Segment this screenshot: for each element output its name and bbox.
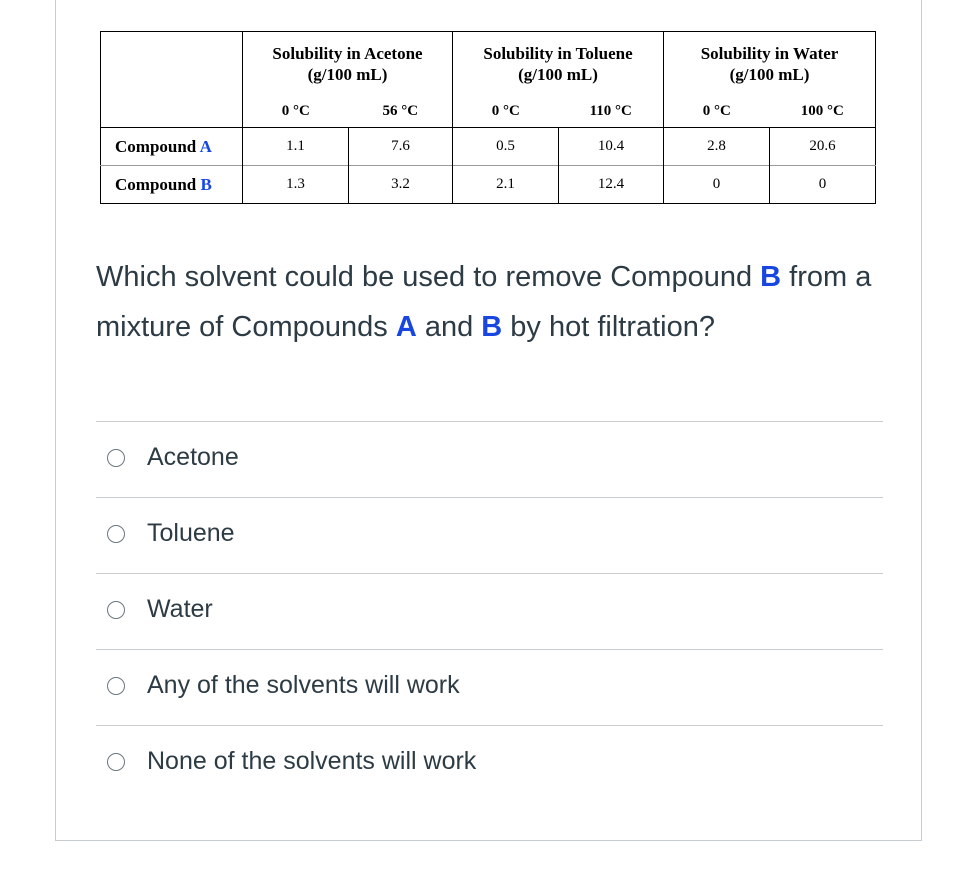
question-part: by hot filtration? (502, 311, 716, 343)
temp-cell: 0 °C (664, 96, 770, 128)
option-acetone[interactable] (96, 421, 883, 497)
option-water[interactable] (96, 573, 883, 649)
table-cell: 0.5 (453, 128, 559, 166)
radio-button[interactable] (107, 601, 125, 619)
option-label[interactable]: Toluene (147, 519, 235, 547)
option-toluene[interactable] (96, 497, 883, 573)
question-part: from a mixture of Compounds (96, 261, 872, 343)
question-text (96, 252, 896, 352)
highlight-b: B (760, 261, 782, 293)
radio-button[interactable] (107, 449, 125, 467)
empty-corner-cell (101, 32, 243, 128)
answer-options (96, 421, 883, 801)
temp-cell: 0 °C (243, 96, 349, 128)
table-cell: 2.1 (453, 166, 559, 204)
table-cell: 0 (770, 166, 876, 204)
option-label[interactable]: Acetone (147, 443, 239, 471)
table-cell: 1.3 (243, 166, 349, 204)
table-cell: 3.2 (349, 166, 453, 204)
option-label[interactable]: None of the solvents will work (147, 747, 477, 775)
option-label[interactable]: Any of the solvents will work (147, 671, 460, 699)
table-row (101, 166, 876, 204)
question-part: Which solvent could be used to remove Compound (96, 261, 761, 293)
header-title: Solubility in Acetone (272, 44, 423, 63)
radio-button[interactable] (107, 753, 125, 771)
acetone-header (243, 32, 453, 97)
header-title: Solubility in Water (700, 44, 839, 63)
table-cell: 7.6 (349, 128, 453, 166)
option-label[interactable]: Water (147, 595, 213, 623)
row-label (101, 128, 243, 166)
compound-word: Compound (115, 136, 197, 156)
table-cell: 2.8 (664, 128, 770, 166)
table-cell: 10.4 (559, 128, 664, 166)
table-header-row (101, 32, 876, 97)
toluene-header (453, 32, 664, 97)
temp-cell: 110 °C (589, 103, 632, 119)
radio-button[interactable] (107, 525, 125, 543)
radio-button[interactable] (107, 677, 125, 695)
header-unit: (g/100 mL) (729, 65, 810, 84)
temp-cell: 100 °C (800, 103, 844, 119)
table-cell: 0 (664, 166, 770, 204)
option-none[interactable] (96, 725, 883, 801)
compound-letter: A (199, 136, 212, 156)
compound-word: Compound (115, 174, 197, 194)
table-row (101, 128, 876, 166)
table-cell: 20.6 (770, 128, 876, 166)
highlight-b: B (481, 311, 503, 343)
question-part: and (416, 311, 482, 343)
water-header (664, 32, 876, 97)
solubility-table (100, 31, 876, 204)
temp-cell: 56 °C (382, 103, 419, 119)
row-label (101, 166, 243, 204)
highlight-a: A (395, 311, 417, 343)
temp-cell: 0 °C (453, 96, 559, 128)
table-cell: 12.4 (559, 166, 664, 204)
header-unit: (g/100 mL) (307, 65, 388, 84)
header-unit: (g/100 mL) (518, 65, 598, 84)
header-title: Solubility in Toluene (483, 44, 633, 63)
option-any[interactable] (96, 649, 883, 725)
compound-letter: B (200, 174, 212, 194)
table-cell: 1.1 (243, 128, 349, 166)
